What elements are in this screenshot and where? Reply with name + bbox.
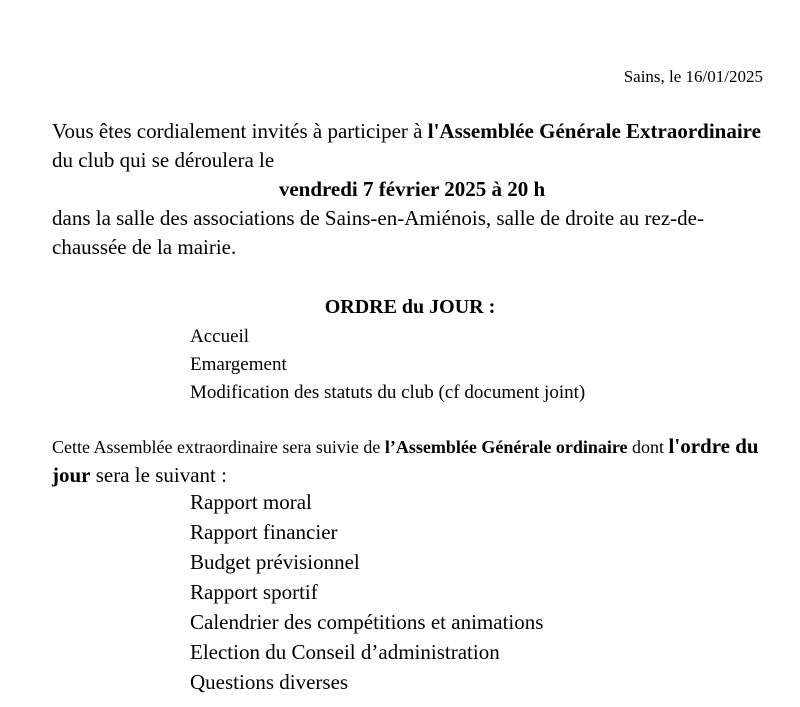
- intro-paragraph: [52, 117, 772, 175]
- intro-meeting-name: l'Assemblée Générale Extraordinaire: [427, 119, 761, 143]
- agenda-item-election: Election du Conseil d’administration: [190, 640, 500, 664]
- followup-agenda-label: l'ordre du jour: [52, 434, 759, 487]
- followup-meeting-name: l’Assemblée Générale ordinaire: [384, 437, 628, 457]
- agenda-item-budget: Budget prévisionnel: [190, 550, 360, 574]
- agenda-item-accueil: Accueil: [190, 326, 250, 347]
- intro-text-1: Vous êtes cordialement invités à participer à: [52, 119, 428, 143]
- agenda-item-rapport-moral: Rapport moral: [190, 490, 312, 514]
- followup-section: [52, 432, 772, 490]
- agenda-item-modification-statuts: Modification des statuts du club (cf document joint): [190, 382, 586, 403]
- agenda-item-emargement: Emargement: [190, 354, 287, 375]
- agenda-item-questions: Questions diverses: [190, 670, 349, 694]
- agenda-extraordinary-list: [190, 323, 585, 407]
- agenda-item-rapport-sportif: Rapport sportif: [190, 580, 318, 604]
- agenda-item-rapport-financier: Rapport financier: [190, 520, 338, 544]
- agenda-title: ORDRE du JOUR :: [324, 296, 496, 318]
- dateline: Sains, le 16/01/2025: [623, 67, 763, 86]
- meeting-date: vendredi 7 février 2025 à 20 h: [278, 177, 546, 201]
- followup-text-1: Cette Assemblée extraordinaire sera suivie de: [52, 437, 385, 457]
- meeting-location: dans la salle des associations de Sains-en-Amiénois, salle de droite au rez-de-chaussée de la mairie.: [52, 206, 704, 259]
- agenda-item-calendrier: Calendrier des compétitions et animations: [190, 610, 544, 634]
- followup-text-2: dont: [627, 437, 669, 457]
- intro-text-2: du club qui se déroulera le: [52, 148, 275, 172]
- intro-section: [52, 117, 772, 262]
- followup-paragraph: [52, 432, 772, 490]
- agenda-ordinary-list: [190, 487, 543, 697]
- followup-text-3: sera le suivant :: [90, 463, 227, 487]
